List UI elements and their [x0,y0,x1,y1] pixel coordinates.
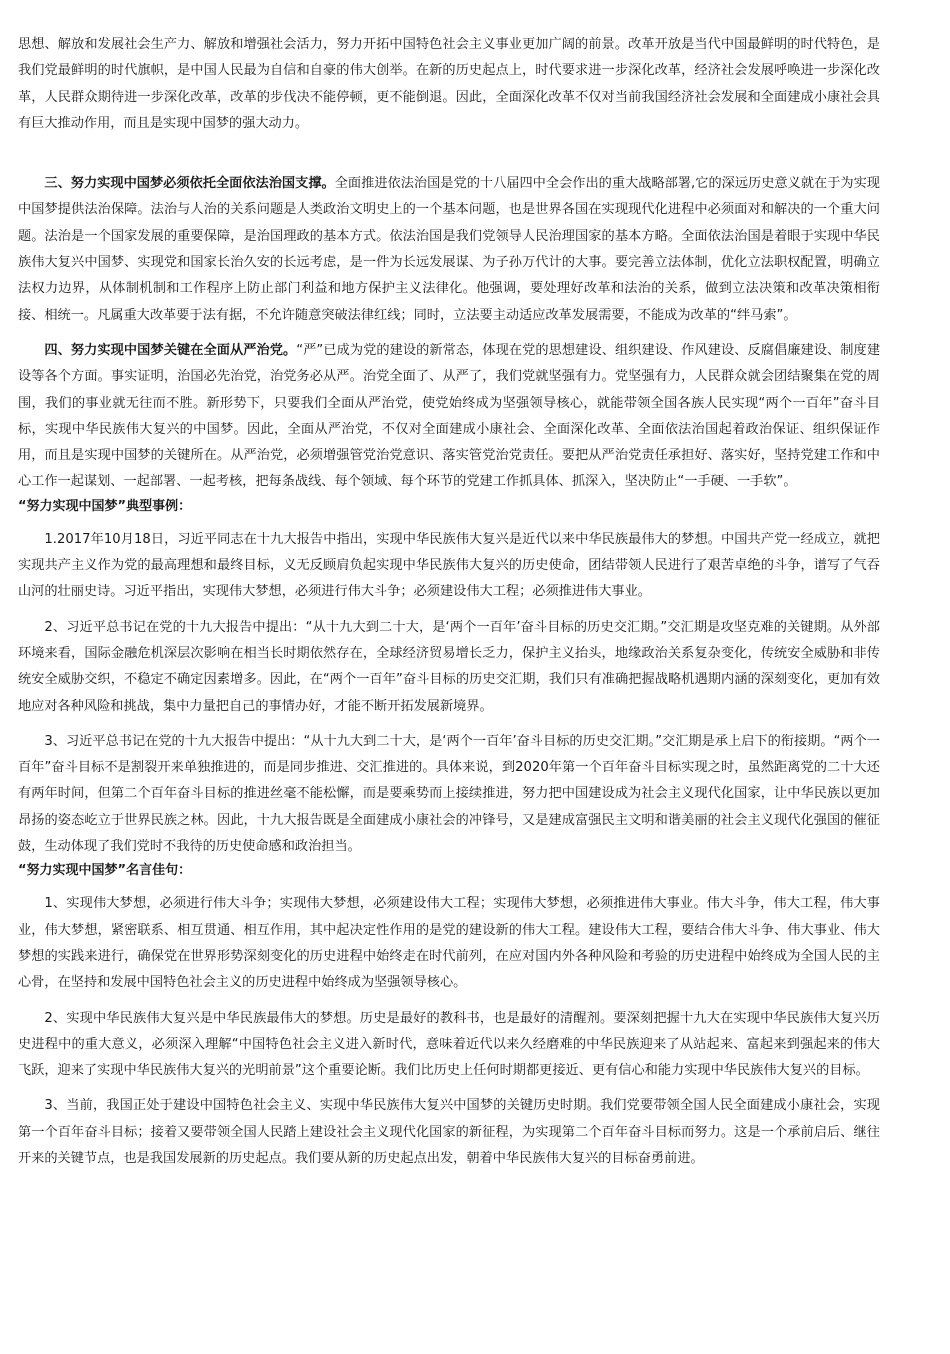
intro-paragraph: 思想、解放和发展社会生产力、解放和增强社会活力，努力开拓中国特色社会主义事业更加广阔的前景。改革开放是当代中国最鲜明的时代特色，是我们党最鲜明的时代旗帜，是中国人民最为自信和自豪的伟大创举。在新的历史起点上，时代要求进一步深化改革，经济社会发展呼唤进一步深化改革，人民群众期待进一步深化改革，改革的步伐决不能停顿，更不能倒退。因此，全面深化改革不仅对当前我国经济社会发展和全面建成小康社会具有巨大推动作用，而且是实现中国梦的强大动力。 [18,37,880,131]
quote-item-1: 1、实现伟大梦想，必须进行伟大斗争；实现伟大梦想，必须建设伟大工程；实现伟大梦想，必须推进伟大事业。伟大斗争，伟大工程，伟大事业，伟大梦想，紧密联系、相互贯通、相互作用，其中起决定性作用的是党的建设新的伟大工程。建设伟大工程，要结合伟大斗争、伟大事业、伟大梦想的实践来进行，确保党在世界形势深刻变化的历史进程中始终走在时代前列，在应对国内外各种风险和考验的历史进程中始终成为全国人民的主心骨，在坚持和发展中国特色社会主义的历史进程中始终成为坚强领导核心。 [18,896,880,991]
point-three-body: 全面推进依法治国是党的十八届四中全会作出的重大战略部署,它的深远历史意义就在于为实现中国梦提供法治保障。法治与人治的关系问题是人类政治文明史上的一个基本问题，也是世界各国在实现现代化进程中必须面对和解决的一个重大问题。法治是一个国家发展的重要保障，是治国理政的基本方式。依法治国是我们党领导人民治理国家的基本方略。全面依法治国是着眼于实现中华民族伟大复兴中国梦、实现党和国家长治久安的长远考虑，是一件为长远发展谋、为子孙万代计的大事。要完善立法体制，优化立法职权配置，明确立法权力边界，从体制机制和工作程序上防止部门利益和地方保护主义法律化。他强调，要处理好改革和法治的关系，做到立法决策和改革决策相衔接、相统一。凡属重大改革要于法有据，不允许随意突破法律红线；同时，立法要主动适应改革发展需要，不能成为改革的“绊马索”。 [18,176,880,323]
quotes-heading: “努力实现中国梦”名言佳句： [18,863,192,879]
case-item-3: 3、习近平总书记在党的十九大报告中提出：“从十九大到二十大，是‘两个一百年’奋斗目标的历史交汇期。”交汇期是承上启下的衔接期。“两个一百年”奋斗目标不是割裂开来单独推进的，而是同步推进、交汇推进的。具体来说，到2020年第一个百年奋斗目标实现之时，虽然距离党的二十大还有两年时间，但第二个百年奋斗目标的推进丝毫不能松懈，而是要乘势而上接续推进，努力把中国建设成为社会主义现代化国家，让中华民族以更加昂扬的姿态屹立于世界民族之林。因此，十九大报告既是全面建成小康社会的冲锋号，又是建成富强民主文明和谐美丽的社会主义现代化强国的催征鼓，生动体现了我们党时不我待的历史使命感和政治担当。 [18,733,880,855]
point-three-title: 三、努力实现中国梦必须依托全面依法治国支撑。 [44,176,335,192]
case-item-1: 1.2017年10月18日，习近平同志在十九大报告中指出，实现中华民族伟大复兴是近代以来中华民族最伟大的梦想。中国共产党一经成立，就把实现共产主义作为党的最高理想和最终目标，义无反顾肩负起实现中华民族伟大复兴的历史使命，团结带领人民进行了艰苦卓绝的斗争，谱写了气吞山河的壮丽史诗。习近平指出，实现伟大梦想，必须进行伟大斗争；必须建设伟大工程；必须推进伟大事业。 [18,531,880,600]
point-four-paragraph [18,338,880,496]
point-three-paragraph [18,171,880,329]
cases-heading: “努力实现中国梦”典型事例： [18,498,192,514]
quote-item-2: 2、实现中华民族伟大复兴是中华民族最伟大的梦想。历史是最好的教科书，也是最好的清醒剂。要深刻把握十九大在实现中华民族伟大复兴历史进程中的重大意义，必须深入理解“中国特色社会主义进入新时代，意味着近代以来久经磨难的中华民族迎来了从站起来、富起来到强起来的伟大飞跃，迎来了实现中华民族伟大复兴的光明前景”这个重要论断。我们比历史上任何时期都更接近、更有信心和能力实现中华民族伟大复兴的目标。 [18,1010,880,1079]
case-item-2: 2、习近平总书记在党的十九大报告中提出：“从十九大到二十大，是‘两个一百年’奋斗目标的历史交汇期。”交汇期是攻坚克难的关键期。从外部环境来看，国际金融危机深层次影响在相当长时期依然存在，全球经济贸易增长乏力，保护主义抬头，地缘政治关系复杂变化，传统安全威胁和非传统安全威胁交织，不稳定不确定因素增多。因此，在“两个一百年”奋斗目标的历史交汇期，我们只有准确把握战略机遇期内涵的深刻变化，更加有效地应对各种风险和挑战，集中力量把自己的事情办好，才能不断开拓发展新境界。 [18,619,880,714]
point-four-title: 四、努力实现中国梦关键在全面从严治党。 [44,342,297,358]
quote-item-3: 3、当前，我国正处于建设中国特色社会主义、实现中华民族伟大复兴中国梦的关键历史时期。我们党要带领全国人民全面建成小康社会，实现第一个百年奋斗目标；接着又要带领全国人民踏上建设社会主义现代化国家的新征程，为实现第二个百年奋斗目标而努力。这是一个承前启后、继往开来的关键节点，也是我国发展新的历史起点。我们要从新的历史起点出发，朝着中华民族伟大复兴的目标奋勇前进。 [18,1098,880,1166]
point-four-body: “严”已成为党的建设的新常态，体现在党的思想建设、组织建设、作风建设、反腐倡廉建设、制度建设等各个方面。事实证明，治国必先治党，治党务必从严。治党全面了、从严了，我们党就坚强有力。党坚强有力，人民群众就会团结聚集在党的周围，我们的事业就无往而不胜。新形势下，只要我们全面从严治党，使党始终成为坚强领导核心，就能带领全国各族人民实现“两个一百年”奋斗目标，实现中华民族伟大复兴的中国梦。因此，全面从严治党，不仅对全面建成小康社会、全面深化改革、全面依法治国起着政治保证、组织保证作用，而且是实现中国梦的关键所在。从严治党，必须增强管党治党意识、落实管党治党责任。要把从严治党责任承担好、落实好，坚持党建工作和中心工作一起谋划、一起部署、一起考核，把每条战线、每个领域、每个环节的党建工作抓具体、抓深入，坚决防止“一手硬、一手软”。 [18,342,881,490]
